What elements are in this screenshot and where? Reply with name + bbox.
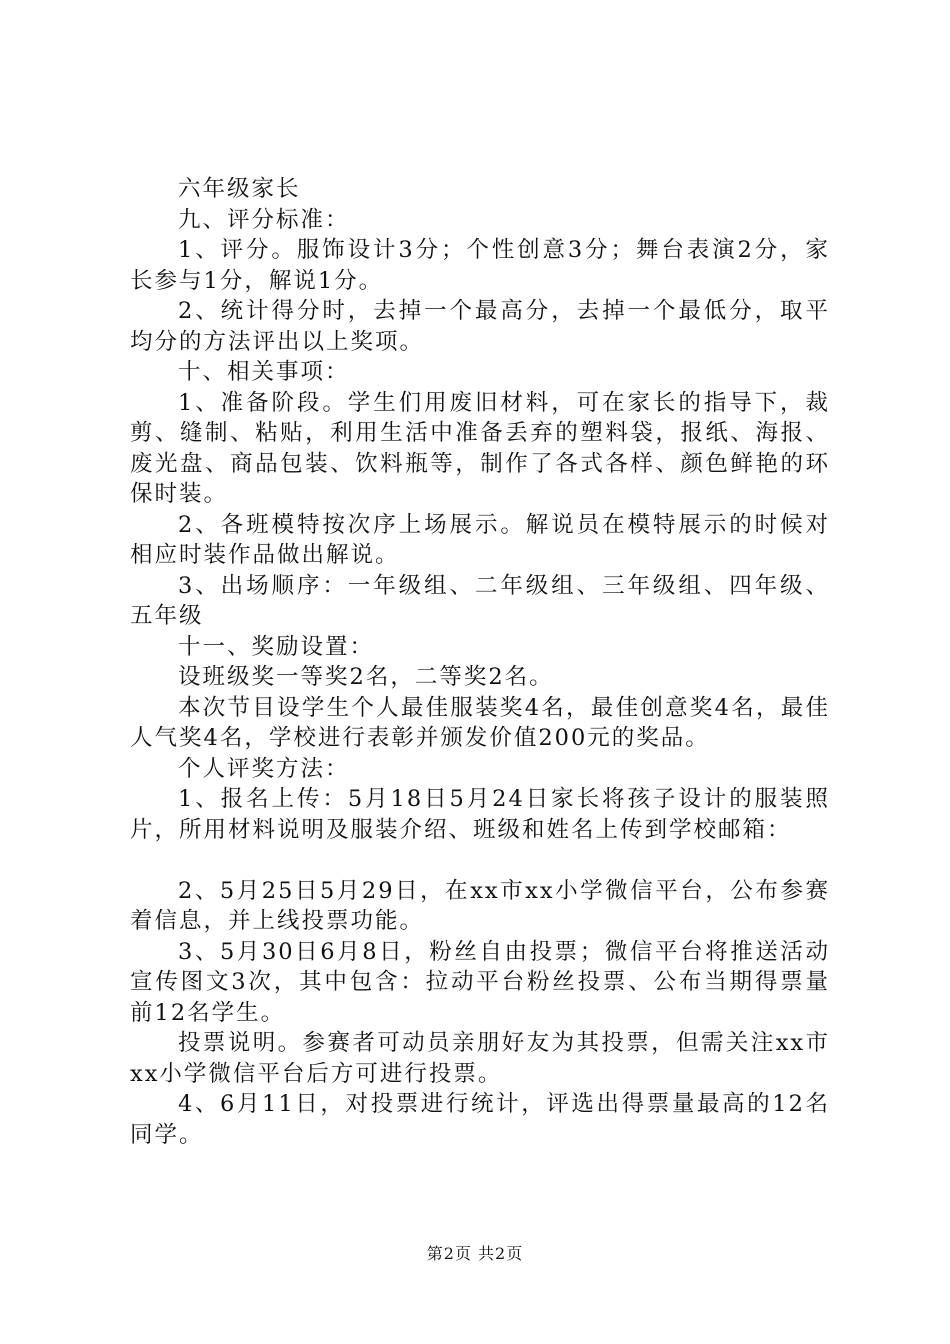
section-heading: 十、相关事项：: [178, 359, 350, 385]
paragraph: 本次节目设学生个人最佳服装奖4名，最佳创意奖4名，最佳人气奖4名，学校进行表彰并颁发价值200元的奖品。: [130, 694, 830, 751]
paragraph: 2、统计得分时，去掉一个最高分，去掉一个最低分，取平均分的方法评出以上奖项。: [130, 298, 830, 355]
section-heading: 十一、奖励设置：: [178, 633, 375, 660]
paragraph: 3、5月30日6月8日，粉丝自由投票；微信平台将推送活动宣传图文3次，其中包含：拉动平台粉丝投票、公布当期得票量前12名学生。: [130, 938, 830, 1026]
document-body: [130, 174, 830, 1150]
paragraph: 设班级奖一等奖2名，二等奖2名。: [178, 664, 554, 690]
paragraph: 1、报名上传：5月18日5月24日家长将孩子设计的服装照片，所用材料说明及服装介绍、班级和姓名上传到学校邮箱：: [130, 786, 830, 843]
paragraph: 3、出场顺序：一年级组、二年级组、三年级组、四年级、五年级: [130, 572, 830, 629]
paragraph: 1、准备阶段。学生们用废旧材料，可在家长的指导下，裁剪、缝制、粘贴，利用生活中准备丢弃的塑料袋，报纸、海报、废光盘、商品包装、饮料瓶等，制作了各式各样、颜色鲜艳的环保时装。: [130, 389, 830, 507]
section-heading: 九、评分标准：: [178, 206, 350, 233]
paragraph: 六年级家长: [178, 176, 301, 202]
paragraph: 2、5月25日5月29日，在xx市xx小学微信平台，公布参赛着信息，并上线投票功能。: [130, 877, 830, 934]
page-footer: 第2页 共2页: [426, 1244, 524, 1263]
paragraph: 4、6月11日，对投票进行统计，评选出得票量最高的12名同学。: [130, 1091, 830, 1148]
paragraph: 2、各班模特按次序上场展示。解说员在模特展示的时候对相应时装作品做出解说。: [130, 511, 830, 568]
paragraph: 1、评分。服饰设计3分；个性创意3分；舞台表演2分，家长参与1分，解说1分。: [130, 237, 830, 294]
paragraph: 投票说明。参赛者可动员亲朋好友为其投票，但需关注xx市xx小学微信平台后方可进行投票。: [130, 1030, 830, 1087]
paragraph: 个人评奖方法：: [178, 755, 350, 782]
